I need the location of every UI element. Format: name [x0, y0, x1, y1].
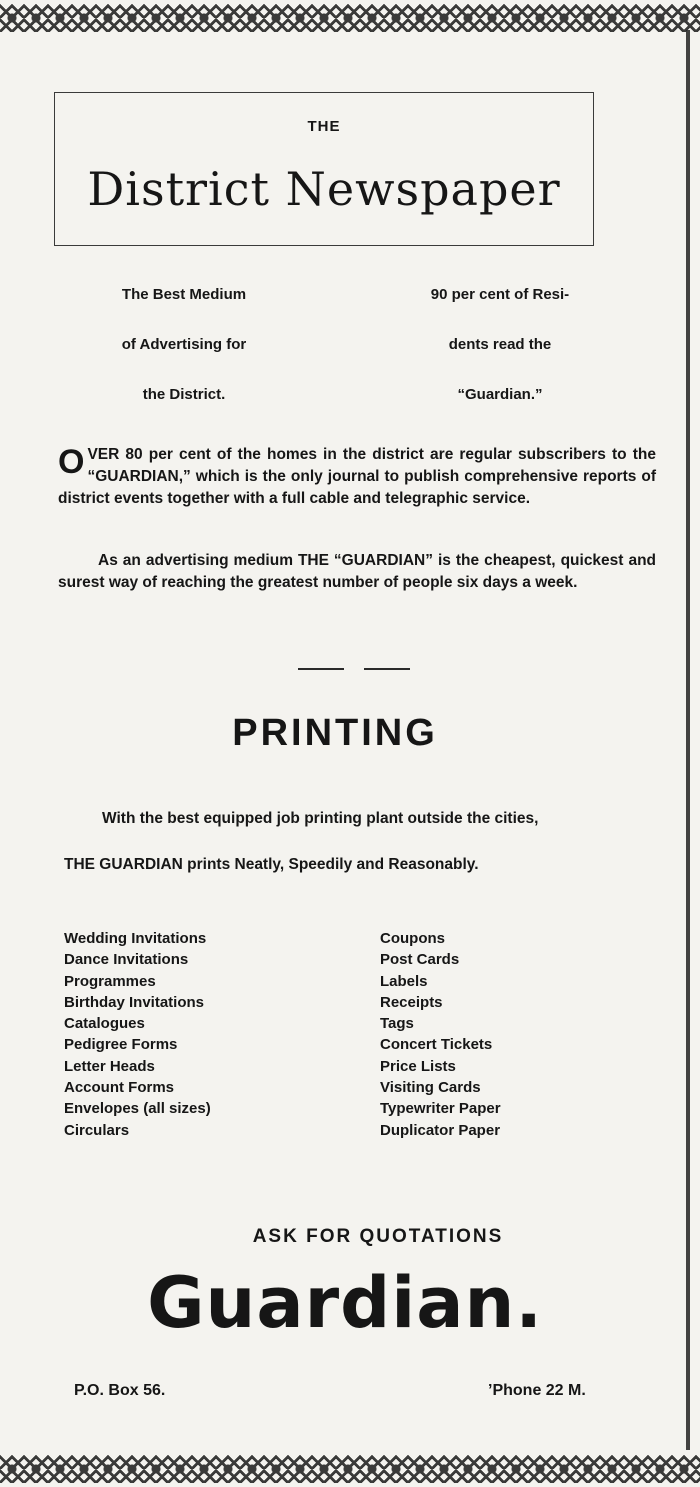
divider-right — [364, 668, 410, 670]
circulation-text: VER 80 per cent of the homes in the district are regular subscribers to the “GUARDIAN,” which is the only journal to publish comprehensive reports of district events together with a full cable and telegraphic service. — [58, 446, 656, 507]
list-item: Programmes — [64, 972, 156, 990]
list-item: Post Cards — [380, 951, 460, 969]
printing-line-1: With the best equipped job printing plant outside the cities, — [102, 810, 539, 827]
list-item: Coupons — [380, 930, 445, 947]
guardian-logo-text: Guardian. — [147, 1262, 543, 1344]
list-item: Pedigree Forms — [64, 1036, 178, 1054]
tagline-right-1: 90 per cent of Resi- — [430, 286, 570, 303]
masthead-title: District Newspaper — [87, 162, 561, 216]
tagline-left-1: The Best Medium — [121, 286, 247, 303]
list-item: Circulars — [64, 1121, 130, 1139]
drop-cap: O — [58, 443, 85, 481]
list-item: Labels — [380, 972, 428, 990]
advertising-paragraph: As an advertising medium THE “GUARDIAN” is the cheapest, quickest and surest way of reaching the greatest number of people six days a week. — [58, 552, 656, 591]
ask-for-quotations: ASK FOR QUOTATIONS — [252, 1226, 504, 1247]
list-item: Envelopes (all sizes) — [64, 1100, 211, 1118]
list-item: Letter Heads — [64, 1057, 155, 1075]
list-item: Wedding Invitations — [64, 930, 207, 947]
list-item: Duplicator Paper — [380, 1121, 501, 1139]
list-item: Tags — [380, 1015, 414, 1033]
masthead-the: THE — [307, 118, 341, 135]
list-item: Receipts — [380, 993, 443, 1011]
services-list-right — [380, 928, 501, 1141]
list-item: Typewriter Paper — [380, 1100, 501, 1118]
ornamental-border-bottom — [0, 1455, 700, 1483]
po-box: P.O. Box 56. — [74, 1382, 166, 1399]
tagline-left-3: the District. — [142, 386, 226, 403]
printing-line-2: THE GUARDIAN prints Neatly, Speedily and Reasonably. — [64, 856, 479, 873]
list-item: Catalogues — [64, 1015, 145, 1033]
list-item: Price Lists — [380, 1057, 456, 1075]
tagline-right-3: “Guardian.” — [457, 386, 543, 403]
tagline-left-2: of Advertising for — [121, 336, 247, 353]
phone-number: ’Phone 22 M. — [488, 1382, 586, 1399]
list-item: Account Forms — [64, 1079, 175, 1097]
ornamental-border-top — [0, 4, 700, 32]
tagline-right-2: dents read the — [448, 336, 552, 353]
services-list-left — [64, 928, 211, 1141]
circulation-paragraph — [58, 444, 656, 510]
printing-heading: PRINTING — [232, 712, 438, 754]
divider-left — [298, 668, 344, 670]
list-item: Birthday Invitations — [64, 993, 205, 1011]
list-item: Dance Invitations — [64, 951, 189, 969]
list-item: Visiting Cards — [380, 1079, 481, 1097]
list-item: Concert Tickets — [380, 1036, 493, 1054]
